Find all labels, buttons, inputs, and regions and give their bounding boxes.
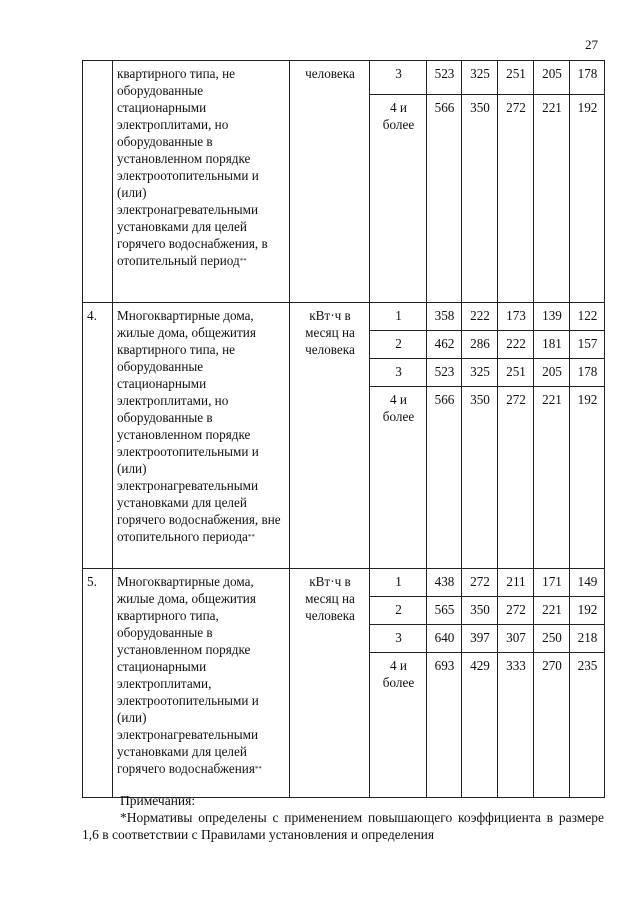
row-number — [83, 61, 113, 303]
rooms-cell: 1 — [370, 569, 427, 597]
value-cell: 350 — [462, 387, 498, 569]
value-cell: 250 — [534, 625, 570, 653]
rooms-cell: 4 и более — [370, 653, 427, 798]
value-cell: 565 — [427, 597, 462, 625]
table-row — [83, 569, 605, 597]
value-cell: 222 — [462, 303, 498, 331]
rooms-cell: 3 — [370, 61, 427, 95]
value-cell: 333 — [498, 653, 534, 798]
value-cell: 192 — [570, 95, 605, 303]
footnote-mark: ** — [239, 257, 247, 265]
row-description — [113, 303, 290, 569]
value-cell: 122 — [570, 303, 605, 331]
value-cell: 693 — [427, 653, 462, 798]
value-cell: 205 — [534, 359, 570, 387]
value-cell: 173 — [498, 303, 534, 331]
value-cell: 429 — [462, 653, 498, 798]
value-cell: 307 — [498, 625, 534, 653]
value-cell: 438 — [427, 569, 462, 597]
value-cell: 523 — [427, 359, 462, 387]
value-cell: 211 — [498, 569, 534, 597]
value-cell: 397 — [462, 625, 498, 653]
rooms-cell: 2 — [370, 597, 427, 625]
page-number: 27 — [585, 37, 598, 52]
description-text: Многоквартирные дома, жилые дома, общежития квартирного типа, не оборудованные стационарными электроплитами, но оборудованные в установленном порядке электроотопительными и (или) электронагревательными установками для целей горячего водоснабжения, вне отопительного периода — [117, 308, 281, 544]
value-cell: 222 — [498, 331, 534, 359]
rooms-cell: 3 — [370, 359, 427, 387]
value-cell: 181 — [534, 331, 570, 359]
row-unit: кВт·ч в месяц на человека — [290, 569, 370, 798]
row-description — [113, 569, 290, 798]
value-cell: 192 — [570, 597, 605, 625]
norms-table — [82, 60, 605, 798]
value-cell: 149 — [570, 569, 605, 597]
value-cell: 251 — [498, 359, 534, 387]
value-cell: 462 — [427, 331, 462, 359]
row-number: 5. — [83, 569, 113, 798]
value-cell: 192 — [570, 387, 605, 569]
description-text: квартирного типа, не оборудованные стационарными электроплитами, но оборудованные в установленном порядке электроотопительными и (или) электронагревательными установками для целей горячего водоснабжения, в отопительный период — [117, 66, 268, 268]
value-cell: 235 — [570, 653, 605, 798]
row-unit: человека — [290, 61, 370, 303]
value-cell: 205 — [534, 61, 570, 95]
value-cell: 358 — [427, 303, 462, 331]
notes-title: Примечания: — [120, 793, 196, 808]
table-body — [83, 61, 605, 798]
value-cell: 523 — [427, 61, 462, 95]
value-cell: 178 — [570, 61, 605, 95]
value-cell: 270 — [534, 653, 570, 798]
value-cell: 272 — [498, 597, 534, 625]
value-cell: 286 — [462, 331, 498, 359]
value-cell: 566 — [427, 95, 462, 303]
footnote-mark: ** — [247, 533, 255, 541]
rooms-cell: 2 — [370, 331, 427, 359]
table-row — [83, 61, 605, 95]
description-text: Многоквартирные дома, жилые дома, общежития квартирного типа, оборудованные в установленном порядке стационарными электроплитами, электроотопительными и (или) электронагревательными установками для целей горячего водоснабжения — [117, 574, 259, 776]
value-cell: 566 — [427, 387, 462, 569]
value-cell: 325 — [462, 61, 498, 95]
value-cell: 251 — [498, 61, 534, 95]
note-text: *Нормативы определены с применением повышающего коэффициента в размере 1,6 в соответствии с Правилами установления и определения — [82, 810, 604, 842]
value-cell: 272 — [498, 387, 534, 569]
rooms-cell: 3 — [370, 625, 427, 653]
rooms-cell: 4 и более — [370, 387, 427, 569]
value-cell: 139 — [534, 303, 570, 331]
value-cell: 325 — [462, 359, 498, 387]
row-unit: кВт·ч в месяц на человека — [290, 303, 370, 569]
table-row — [83, 303, 605, 331]
value-cell: 272 — [498, 95, 534, 303]
value-cell: 640 — [427, 625, 462, 653]
value-cell: 171 — [534, 569, 570, 597]
value-cell: 157 — [570, 331, 605, 359]
row-number: 4. — [83, 303, 113, 569]
rooms-cell: 1 — [370, 303, 427, 331]
value-cell: 221 — [534, 387, 570, 569]
value-cell: 178 — [570, 359, 605, 387]
value-cell: 350 — [462, 95, 498, 303]
value-cell: 221 — [534, 597, 570, 625]
value-cell: 218 — [570, 625, 605, 653]
footnote-mark: ** — [254, 765, 262, 773]
row-description — [113, 61, 290, 303]
value-cell: 221 — [534, 95, 570, 303]
value-cell: 350 — [462, 597, 498, 625]
rooms-cell: 4 и более — [370, 95, 427, 303]
value-cell: 272 — [462, 569, 498, 597]
